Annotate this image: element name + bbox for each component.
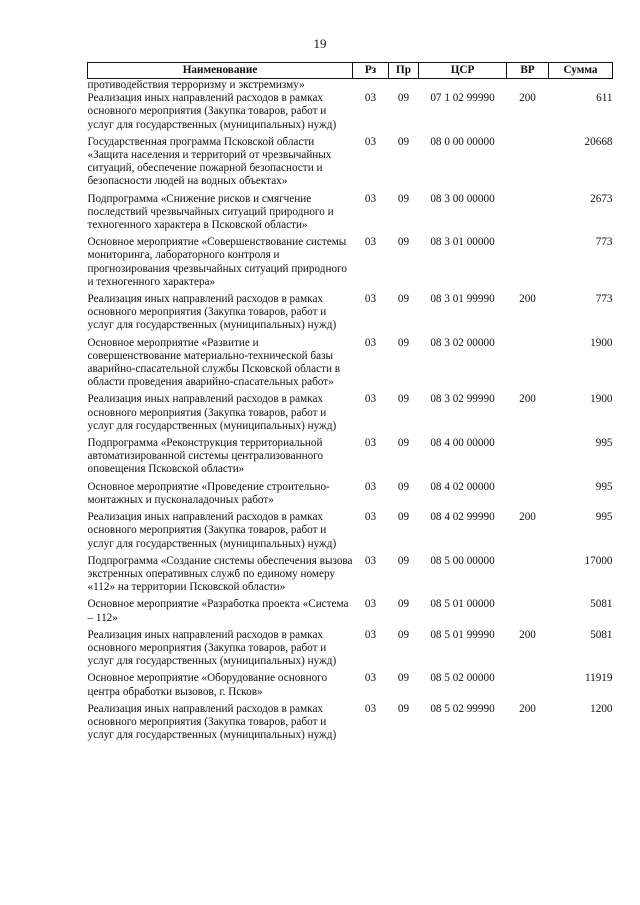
table-row — [88, 92, 613, 136]
header-csr: ЦСР — [419, 63, 507, 79]
cell-rz: 03 — [364, 336, 377, 349]
cell-pr: 09 — [397, 135, 410, 148]
cell-pr: 09 — [397, 672, 410, 685]
cell-sum: 995 — [595, 511, 613, 524]
cell-pr: 09 — [397, 192, 410, 205]
cell-csr: 08 3 02 99990 — [430, 393, 495, 406]
cell-name: Подпрограмма «Реконструкция территориальной автоматизированной системы централизованного оповещения Псковской области» — [87, 437, 324, 476]
cell-sum: 11919 — [584, 672, 613, 685]
cell-name: Реализация иных направлений расходов в рамках основного мероприятия (Закупка товаров, работ и услуг для государственных (муниципальных) нужд) — [87, 92, 337, 131]
cell-pr: 09 — [397, 336, 410, 349]
cell-csr: 07 1 02 99990 — [430, 92, 495, 105]
header-pr: Пр — [389, 63, 419, 79]
cell-sum: 995 — [595, 480, 613, 493]
cell-csr: 08 3 00 00000 — [430, 192, 495, 205]
table-row — [88, 481, 613, 511]
cell-name: Основное мероприятие «Разработка проекта «Система – 112» — [87, 598, 349, 624]
cell-vr — [507, 193, 549, 237]
cell-csr: 08 3 02 00000 — [430, 336, 495, 349]
cell-csr: 08 3 01 99990 — [430, 293, 495, 306]
table-row — [88, 236, 613, 293]
cell-sum: 17000 — [584, 554, 613, 567]
cell-pr: 09 — [397, 293, 410, 306]
table-row — [88, 672, 613, 702]
cell-name: Реализация иных направлений расходов в рамках основного мероприятия (Закупка товаров, работ и услуг для государственных (муниципальных) нужд) — [87, 702, 337, 742]
cell-rz: 03 — [364, 702, 377, 715]
cell-sum: 2673 — [590, 192, 613, 205]
cell-sum: 20668 — [584, 135, 613, 148]
cell-csr: 08 4 02 99990 — [430, 511, 495, 524]
cell-name: Основное мероприятие «Проведение строительно-монтажных и пусконаладочных работ» — [87, 480, 330, 506]
cell-vr: 200 — [519, 628, 536, 641]
table-row — [88, 629, 613, 673]
cell-rz: 03 — [364, 92, 377, 105]
cell-rz: 03 — [364, 192, 377, 205]
cell-rz: 03 — [364, 511, 377, 524]
cell-vr — [507, 555, 549, 599]
cell-rz: 03 — [364, 293, 377, 306]
cell-sum: 1900 — [590, 393, 613, 406]
continuation-row — [88, 79, 613, 93]
cell-vr: 200 — [519, 92, 536, 105]
cell-rz: 03 — [364, 437, 377, 450]
table-row — [88, 293, 613, 337]
continuation-text: противодействия терроризму и экстремизму» — [87, 79, 305, 91]
cell-vr — [507, 337, 549, 394]
cell-pr: 09 — [397, 554, 410, 567]
cell-sum: 773 — [595, 293, 613, 306]
cell-csr: 08 5 02 99990 — [430, 702, 495, 715]
cell-vr — [507, 481, 549, 511]
cell-sum: 1200 — [590, 702, 613, 715]
cell-rz: 03 — [364, 554, 377, 567]
cell-csr: 08 5 01 99990 — [430, 628, 495, 641]
cell-csr: 08 4 02 00000 — [430, 480, 495, 493]
cell-sum: 995 — [595, 437, 613, 450]
cell-vr: 200 — [519, 393, 536, 406]
cell-pr: 09 — [397, 598, 410, 611]
cell-name: Реализация иных направлений расходов в рамках основного мероприятия (Закупка товаров, работ и услуг для государственных (муниципальных) нужд) — [87, 628, 337, 668]
cell-pr: 09 — [397, 236, 410, 249]
cell-pr: 09 — [397, 480, 410, 493]
cell-name: Подпрограмма «Создание системы обеспечения вызова экстренных оперативных служб по единому номеру «112» на территории Псковской области» — [87, 554, 353, 594]
cell-name: Реализация иных направлений расходов в рамках основного мероприятия (Закупка товаров, работ и услуг для государственных (муниципальных) нужд) — [87, 393, 337, 432]
header-sum: Сумма — [549, 63, 613, 79]
table-row — [88, 337, 613, 394]
cell-rz: 03 — [364, 598, 377, 611]
cell-sum: 5081 — [590, 628, 613, 641]
cell-sum: 773 — [595, 236, 613, 249]
header-rz: Рз — [353, 63, 389, 79]
cell-pr: 09 — [397, 437, 410, 450]
table-header-row — [88, 63, 613, 79]
cell-csr: 08 5 02 00000 — [430, 672, 495, 685]
cell-name: Подпрограмма «Снижение рисков и смягчение последствий чрезвычайных ситуаций природного и техногенного характера в Псковской области» — [87, 192, 334, 232]
cell-csr: 08 4 00 00000 — [430, 437, 495, 450]
cell-rz: 03 — [364, 135, 377, 148]
cell-vr: 200 — [519, 511, 536, 524]
cell-name: Государственная программа Псковской области «Защита населения и территорий от чрезвычайных ситуаций, обеспечение пожарной безопасности и безопасности людей на водных объектах» — [87, 135, 332, 188]
cell-vr — [507, 437, 549, 481]
cell-pr: 09 — [397, 702, 410, 715]
cell-vr: 200 — [519, 702, 536, 715]
table-row — [88, 703, 613, 747]
table-row — [88, 598, 613, 628]
cell-vr — [507, 672, 549, 702]
cell-rz: 03 — [364, 672, 377, 685]
cell-csr: 08 5 00 00000 — [430, 554, 495, 567]
cell-pr: 09 — [397, 628, 410, 641]
cell-vr — [507, 598, 549, 628]
cell-name: Основное мероприятие «Оборудование основного центра обработки вызовов, г. Псков» — [87, 672, 328, 698]
cell-rz: 03 — [364, 236, 377, 249]
cell-name: Реализация иных направлений расходов в рамках основного мероприятия (Закупка товаров, работ и услуг для государственных (муниципальных) нужд) — [87, 293, 337, 332]
header-name: Наименование — [88, 63, 353, 79]
table-row — [88, 437, 613, 481]
cell-sum: 5081 — [590, 598, 613, 611]
cell-pr: 09 — [397, 511, 410, 524]
cell-sum: 611 — [596, 92, 613, 105]
cell-vr — [507, 236, 549, 293]
cell-csr: 08 5 01 00000 — [430, 598, 495, 611]
cell-csr: 08 0 00 00000 — [430, 135, 495, 148]
table-row — [88, 511, 613, 555]
cell-rz: 03 — [364, 480, 377, 493]
cell-csr: 08 3 01 00000 — [430, 236, 495, 249]
cell-pr: 09 — [397, 92, 410, 105]
table-row — [88, 136, 613, 193]
table-row — [88, 555, 613, 599]
cell-sum: 1900 — [590, 336, 613, 349]
cell-name: Основное мероприятие «Совершенствование системы мониторинга, лабораторного контроля и прогнозирования чрезвычайных ситуаций природного и техногенного характера» — [87, 236, 347, 288]
cell-pr: 09 — [397, 393, 410, 406]
cell-vr: 200 — [519, 293, 536, 306]
table-row — [88, 393, 613, 437]
cell-vr — [507, 136, 549, 193]
cell-name: Реализация иных направлений расходов в рамках основного мероприятия (Закупка товаров, работ и услуг для государственных (муниципальных) нужд) — [87, 511, 337, 550]
table-row — [88, 193, 613, 237]
cell-name: Основное мероприятие «Развитие и совершенствование материально-технической базы аварийно-спасательной службы Псковской области в области проведения аварийно-спасательных работ» — [87, 336, 341, 389]
page-number: 19 — [313, 36, 327, 51]
cell-rz: 03 — [364, 393, 377, 406]
budget-table — [87, 62, 613, 746]
header-vr: ВР — [507, 63, 549, 79]
cell-rz: 03 — [364, 628, 377, 641]
